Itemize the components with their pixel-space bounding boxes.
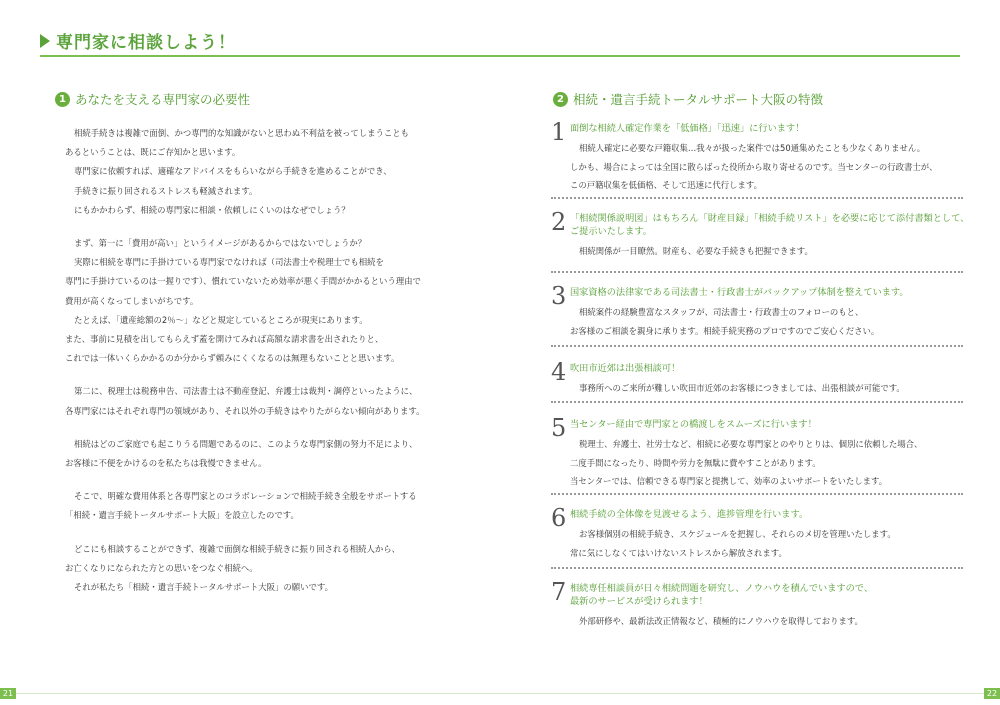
text-line: お客様個別の相続手続き、スケジュールを把握し、それらのメ切を管理いたします。 xyxy=(579,529,896,539)
feature-body xyxy=(570,435,966,491)
feature-item-3 xyxy=(551,282,966,340)
page-title: 専門家に相談しよう！ xyxy=(56,33,236,53)
feature-body xyxy=(570,242,966,261)
text-line: それが私たち「相続・遺言手続トータルサポート大阪」の願いです。 xyxy=(74,582,333,593)
dotted-divider xyxy=(551,567,963,569)
text-line: お客様に不便をかけるのを私たちは我慢できません。 xyxy=(65,458,267,469)
feature-number: 2 xyxy=(551,208,567,236)
text-line: 各専門家にはそれぞれ専門の領域があり、それ以外の手続きはやりたがらない傾向があります。 xyxy=(65,405,425,416)
text-line: また、事前に見積を出してもらえず蓋を開けてみれば高額な請求書を出されたりと、 xyxy=(65,334,384,345)
text-line: そこで、明確な費用体系と各専門家とのコラボレーションで相続手続き全般をサポートする xyxy=(74,491,417,502)
text-line: 実際に相続を専門に手掛けている専門家でなければ（司法書士や税理士でも相続を xyxy=(74,257,384,268)
text-line: 手続きに振り回されるストレスも軽減されます。 xyxy=(74,185,258,196)
text-line: 相続人確定に必要な戸籍収集…我々が扱った案件では50通集めたことも少なくありません。 xyxy=(579,143,926,153)
text-line: あるということは、既にご存知かと思います。 xyxy=(65,147,241,158)
page-number-left: 21 xyxy=(0,688,16,699)
text-line: 費用が高くなってしまいがちです。 xyxy=(65,295,199,306)
feature-title: 最新のサービスが受けられます！ xyxy=(570,596,708,607)
footer-divider xyxy=(16,693,984,694)
triangle-arrow-icon xyxy=(40,34,50,48)
text-line: 相続はどのご家庭でも起こりうる問題であるのに、このような専門家側の努力不足により、 xyxy=(74,438,418,449)
feature-item-5 xyxy=(551,414,966,491)
feature-title: 当センター経由で専門家との橋渡しをスムーズに行います！ xyxy=(570,419,817,430)
feature-body xyxy=(570,303,966,340)
section-number-badge: 1 xyxy=(55,92,70,107)
feature-number: 3 xyxy=(551,282,567,310)
section-heading-left xyxy=(55,90,250,108)
text-line: 常に気にしなくてはいけないストレスから解放されます。 xyxy=(570,547,787,558)
text-line: 専門に手掛けているのは一握りです）、慣れていないため効率が悪く手間がかかるという理由で xyxy=(65,276,421,287)
text-line: 相続案件の経験豊富なスタッフが、司法書士・行政書士のフォローのもと、 xyxy=(579,307,864,317)
feature-body xyxy=(570,612,966,631)
text-line: 外部研修や、最新法改正情報など、積極的にノウハウを取得しております。 xyxy=(579,616,863,626)
feature-body xyxy=(570,379,966,398)
text-line: お客様のご相談を親身に承ります。相続手続実務のプロですのでご安心ください。 xyxy=(570,325,880,336)
header-divider xyxy=(40,55,960,57)
section-heading-text: あなたを支える専門家の必要性 xyxy=(75,92,251,107)
feature-number: 1 xyxy=(551,118,567,146)
feature-title: 面倒な相続人確定作業を「低価格」「迅速」に行います！ xyxy=(570,123,805,134)
text-line: 専門家に依頼すれば、適確なアドバイスをもらいながら手続きを進めることができ、 xyxy=(74,166,392,177)
feature-title: 吹田市近郊は出張相談可！ xyxy=(570,363,681,374)
feature-title: 相続専任相談員が日々相続問題を研究し、ノウハウを積んでいますので、 xyxy=(570,583,874,594)
feature-number: 7 xyxy=(551,578,567,606)
paragraph xyxy=(65,124,465,220)
text-line: 「相続・遺言手続トータルサポート大阪」を設立したのです。 xyxy=(65,510,299,521)
feature-number: 5 xyxy=(551,414,567,442)
text-line: 当センターでは、信頼できる専門家と提携して、効率のよいサポートをいたします。 xyxy=(570,476,888,486)
text-line: どこにも相談することができず、複雑で面倒な相続手続きに振り回される相続人から、 xyxy=(74,543,400,554)
paragraph xyxy=(65,382,465,420)
section-heading-right xyxy=(553,90,823,108)
feature-body xyxy=(570,525,966,562)
dotted-divider xyxy=(551,197,963,199)
feature-number: 4 xyxy=(551,358,567,386)
text-line: これでは一体いくらかかるのか分からず頼みにくくなるのは無理もないことと思います。 xyxy=(65,353,400,364)
feature-item-6 xyxy=(551,504,966,562)
text-line: 税理士、弁護士、社労士など、相続に必要な専門家とのやりとりは、個別に依頼した場合、 xyxy=(579,439,923,449)
feature-title: 「相続関係説明図」はもちろん「財産目録」「相続手続リスト」を必要に応じて添付書類として、 xyxy=(570,213,970,224)
text-line: たとえば、「遺産総額の2％～」などと規定しているところが現実にあります。 xyxy=(74,314,368,325)
feature-number: 6 xyxy=(551,504,567,532)
left-body-text xyxy=(65,124,465,611)
text-line: 相続手続きは複雑で面倒、かつ専門的な知識がないと思わぬ不利益を被ってしまうことも xyxy=(74,128,409,138)
paragraph xyxy=(65,234,465,368)
feature-item-2 xyxy=(551,208,970,261)
feature-item-7 xyxy=(551,578,966,631)
feature-item-4 xyxy=(551,358,966,398)
text-line: しかも、場合によっては全国に散らばった役所から取り寄せるのです。当センターの行政書士が、 xyxy=(570,161,938,172)
feature-body xyxy=(570,139,966,195)
paragraph xyxy=(65,540,465,598)
dotted-divider xyxy=(551,493,963,495)
paragraph xyxy=(65,435,465,473)
section-heading-text: 相続・遺言手続トータルサポート大阪の特徴 xyxy=(573,92,824,107)
section-number-badge: 2 xyxy=(553,92,568,107)
text-line: にもかかわらず、相続の専門家に相談・依頼しにくいのはなぜでしょう？ xyxy=(74,204,350,215)
dotted-divider xyxy=(551,401,963,403)
text-line: この戸籍収集を低価格、そして迅速に代行します。 xyxy=(570,180,762,190)
page-number-right: 22 xyxy=(984,688,1000,699)
dotted-divider xyxy=(551,271,963,273)
text-line: 第二に、税理士は税務申告、司法書士は不動産登記、弁護士は裁判・調停といったように、 xyxy=(74,386,418,397)
page-header xyxy=(40,28,236,53)
text-line: 事務所へのご来所が難しい吹田市近郊のお客様につきましては、出張相談が可能です。 xyxy=(579,383,905,393)
text-line: 二度手間になったり、時間や労力を無駄に費やすことがあります。 xyxy=(570,457,821,468)
text-line: まず、第一に「費用が高い」というイメージがあるからではないでしょうか？ xyxy=(74,238,367,249)
feature-title: 国家資格の法律家である司法書士・行政書士がバックアップ体制を整えています。 xyxy=(570,287,909,298)
feature-title: ご提示いたします。 xyxy=(570,226,652,237)
feature-item-1 xyxy=(551,118,966,195)
text-line: 相続関係が一目瞭然。財産も、必要な手続きも把握できます。 xyxy=(579,246,813,256)
dotted-divider xyxy=(551,345,963,347)
text-line: お亡くなりになられた方との思いをつなぐ相続へ。 xyxy=(65,562,258,573)
feature-title: 相続手続の全体像を見渡せるよう、進捗管理を行います。 xyxy=(570,509,809,520)
paragraph xyxy=(65,487,465,525)
